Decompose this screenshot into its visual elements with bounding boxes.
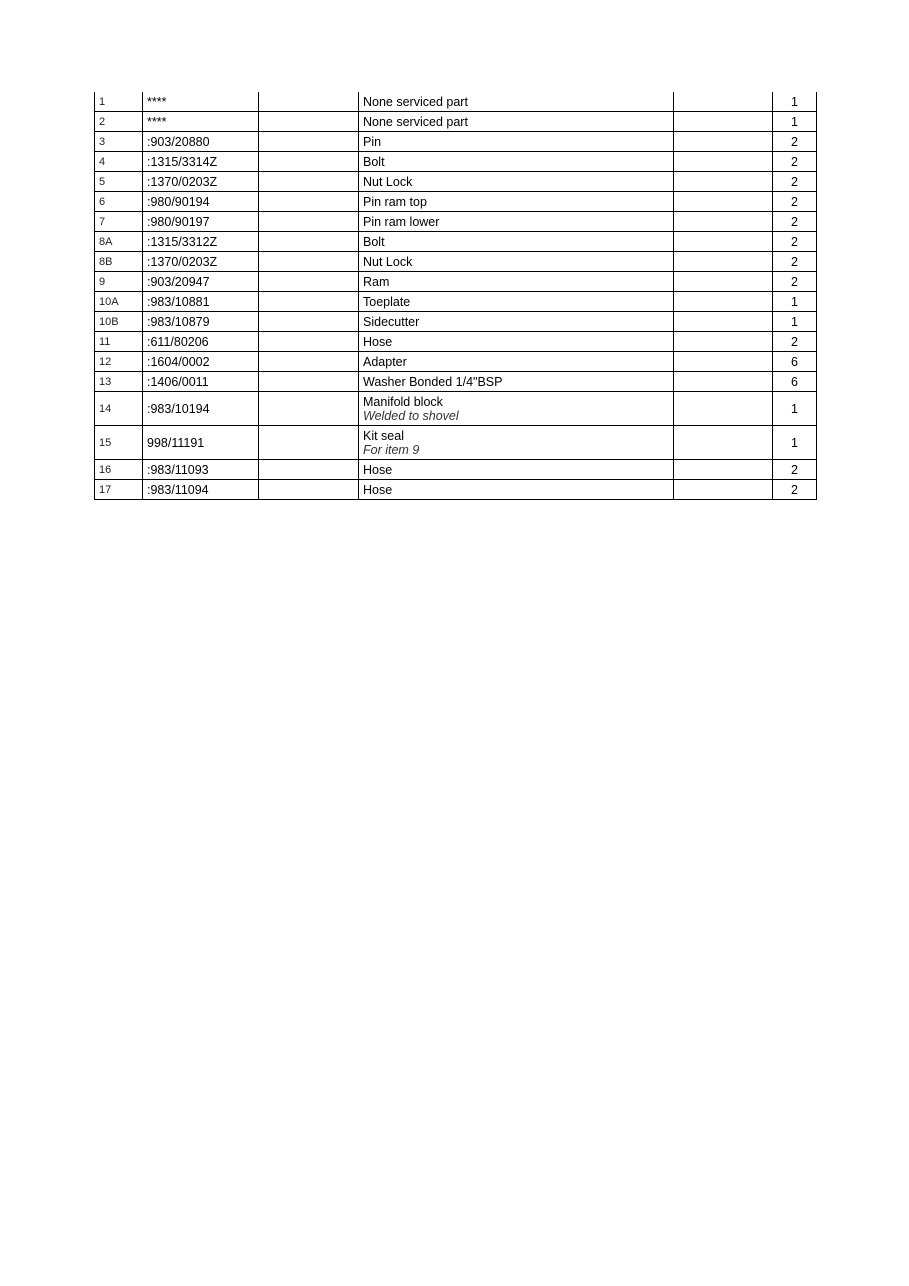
part-number-cell: :983/10881	[143, 292, 259, 312]
description-text: None serviced part	[363, 94, 468, 109]
empty-cell	[259, 460, 359, 480]
table-row	[95, 272, 817, 292]
empty-cell	[674, 292, 773, 312]
quantity-cell: 2	[773, 192, 817, 212]
item-number-cell: 8B	[95, 252, 143, 272]
table-row	[95, 152, 817, 172]
item-number-cell: 7	[95, 212, 143, 232]
description-cell	[359, 392, 674, 426]
part-number-cell: ****	[143, 92, 259, 112]
quantity-cell: 2	[773, 480, 817, 500]
description-cell	[359, 426, 674, 460]
part-number-cell: :1370/0203Z	[143, 172, 259, 192]
table-row	[95, 426, 817, 460]
item-number-cell: 17	[95, 480, 143, 500]
empty-cell	[674, 372, 773, 392]
empty-cell	[674, 426, 773, 460]
description-cell	[359, 252, 674, 272]
empty-cell	[259, 392, 359, 426]
part-number-cell: :1406/0011	[143, 372, 259, 392]
description-text: Hose	[363, 482, 393, 497]
quantity-cell: 2	[773, 232, 817, 252]
quantity-cell: 1	[773, 426, 817, 460]
description-note: For item 9	[363, 442, 420, 457]
empty-cell	[674, 272, 773, 292]
table-row	[95, 132, 817, 152]
part-number-cell: :1315/3312Z	[143, 232, 259, 252]
empty-cell	[259, 312, 359, 332]
item-number-cell: 15	[95, 426, 143, 460]
quantity-cell: 1	[773, 292, 817, 312]
quantity-cell: 2	[773, 332, 817, 352]
description-text: Washer Bonded 1/4"BSP	[363, 374, 503, 389]
description-text: Bolt	[363, 154, 385, 169]
part-number-cell: :611/80206	[143, 332, 259, 352]
quantity-cell: 2	[773, 152, 817, 172]
part-number-cell: :983/10879	[143, 312, 259, 332]
item-number-cell: 10B	[95, 312, 143, 332]
empty-cell	[259, 352, 359, 372]
empty-cell	[674, 332, 773, 352]
item-number-cell: 11	[95, 332, 143, 352]
quantity-cell: 1	[773, 112, 817, 132]
table-row	[95, 172, 817, 192]
empty-cell	[674, 172, 773, 192]
empty-cell	[259, 132, 359, 152]
part-number-cell: :983/11093	[143, 460, 259, 480]
empty-cell	[674, 352, 773, 372]
empty-cell	[259, 172, 359, 192]
quantity-cell: 2	[773, 460, 817, 480]
quantity-cell: 1	[773, 312, 817, 332]
part-number-cell: :1604/0002	[143, 352, 259, 372]
table-row	[95, 192, 817, 212]
item-number-cell: 2	[95, 112, 143, 132]
description-cell	[359, 480, 674, 500]
table-row	[95, 372, 817, 392]
table-row	[95, 112, 817, 132]
empty-cell	[259, 272, 359, 292]
part-number-cell: :983/10194	[143, 392, 259, 426]
description-cell	[359, 332, 674, 352]
empty-cell	[674, 392, 773, 426]
table-row	[95, 392, 817, 426]
item-number-cell: 10A	[95, 292, 143, 312]
table-row	[95, 332, 817, 352]
description-text: Nut Lock	[363, 254, 413, 269]
description-cell	[359, 92, 674, 112]
quantity-cell: 1	[773, 392, 817, 426]
part-number-cell: ****	[143, 112, 259, 132]
empty-cell	[674, 252, 773, 272]
quantity-cell: 2	[773, 212, 817, 232]
empty-cell	[674, 212, 773, 232]
item-number-cell: 13	[95, 372, 143, 392]
description-text: Pin ram lower	[363, 214, 440, 229]
empty-cell	[674, 312, 773, 332]
empty-cell	[259, 112, 359, 132]
description-text: Adapter	[363, 354, 407, 369]
empty-cell	[674, 92, 773, 112]
empty-cell	[259, 152, 359, 172]
empty-cell	[259, 212, 359, 232]
table-row	[95, 232, 817, 252]
part-number-cell: 998/11191	[143, 426, 259, 460]
quantity-cell: 2	[773, 252, 817, 272]
part-number-cell: :1370/0203Z	[143, 252, 259, 272]
empty-cell	[259, 232, 359, 252]
empty-cell	[259, 480, 359, 500]
description-cell	[359, 312, 674, 332]
description-cell	[359, 132, 674, 152]
parts-table	[94, 92, 817, 500]
description-cell	[359, 112, 674, 132]
empty-cell	[259, 332, 359, 352]
empty-cell	[259, 92, 359, 112]
part-number-cell: :980/90194	[143, 192, 259, 212]
item-number-cell: 3	[95, 132, 143, 152]
empty-cell	[674, 152, 773, 172]
description-cell	[359, 212, 674, 232]
parts-table-body	[95, 92, 817, 500]
description-text: Manifold block	[363, 394, 443, 409]
description-text: Hose	[363, 462, 393, 477]
empty-cell	[674, 232, 773, 252]
empty-cell	[674, 112, 773, 132]
quantity-cell: 2	[773, 272, 817, 292]
description-text: Pin	[363, 134, 382, 149]
quantity-cell: 6	[773, 352, 817, 372]
table-row	[95, 352, 817, 372]
quantity-cell: 2	[773, 172, 817, 192]
empty-cell	[674, 192, 773, 212]
empty-cell	[674, 460, 773, 480]
item-number-cell: 8A	[95, 232, 143, 252]
part-number-cell: :903/20947	[143, 272, 259, 292]
table-row	[95, 92, 817, 112]
description-note: Welded to shovel	[363, 408, 459, 423]
table-row	[95, 252, 817, 272]
item-number-cell: 5	[95, 172, 143, 192]
description-cell	[359, 192, 674, 212]
empty-cell	[259, 192, 359, 212]
item-number-cell: 12	[95, 352, 143, 372]
table-row	[95, 480, 817, 500]
description-cell	[359, 372, 674, 392]
table-row	[95, 460, 817, 480]
description-text: Sidecutter	[363, 314, 420, 329]
description-cell	[359, 292, 674, 312]
description-cell	[359, 172, 674, 192]
empty-cell	[259, 292, 359, 312]
part-number-cell: :903/20880	[143, 132, 259, 152]
part-number-cell: :980/90197	[143, 212, 259, 232]
description-text: Bolt	[363, 234, 385, 249]
description-text: Hose	[363, 334, 393, 349]
description-cell	[359, 460, 674, 480]
description-cell	[359, 352, 674, 372]
table-row	[95, 312, 817, 332]
item-number-cell: 4	[95, 152, 143, 172]
empty-cell	[259, 372, 359, 392]
item-number-cell: 9	[95, 272, 143, 292]
item-number-cell: 1	[95, 92, 143, 112]
item-number-cell: 6	[95, 192, 143, 212]
table-row	[95, 292, 817, 312]
item-number-cell: 16	[95, 460, 143, 480]
table-row	[95, 212, 817, 232]
description-text: Toeplate	[363, 294, 411, 309]
quantity-cell: 6	[773, 372, 817, 392]
empty-cell	[674, 480, 773, 500]
description-text: Nut Lock	[363, 174, 413, 189]
item-number-cell: 14	[95, 392, 143, 426]
quantity-cell: 1	[773, 92, 817, 112]
part-number-cell: :983/11094	[143, 480, 259, 500]
empty-cell	[674, 132, 773, 152]
quantity-cell: 2	[773, 132, 817, 152]
description-text: Kit seal	[363, 428, 404, 443]
part-number-cell: :1315/3314Z	[143, 152, 259, 172]
description-text: Pin ram top	[363, 194, 427, 209]
description-text: None serviced part	[363, 114, 468, 129]
empty-cell	[259, 426, 359, 460]
description-cell	[359, 232, 674, 252]
description-cell	[359, 152, 674, 172]
description-text: Ram	[363, 274, 390, 289]
empty-cell	[259, 252, 359, 272]
description-cell	[359, 272, 674, 292]
